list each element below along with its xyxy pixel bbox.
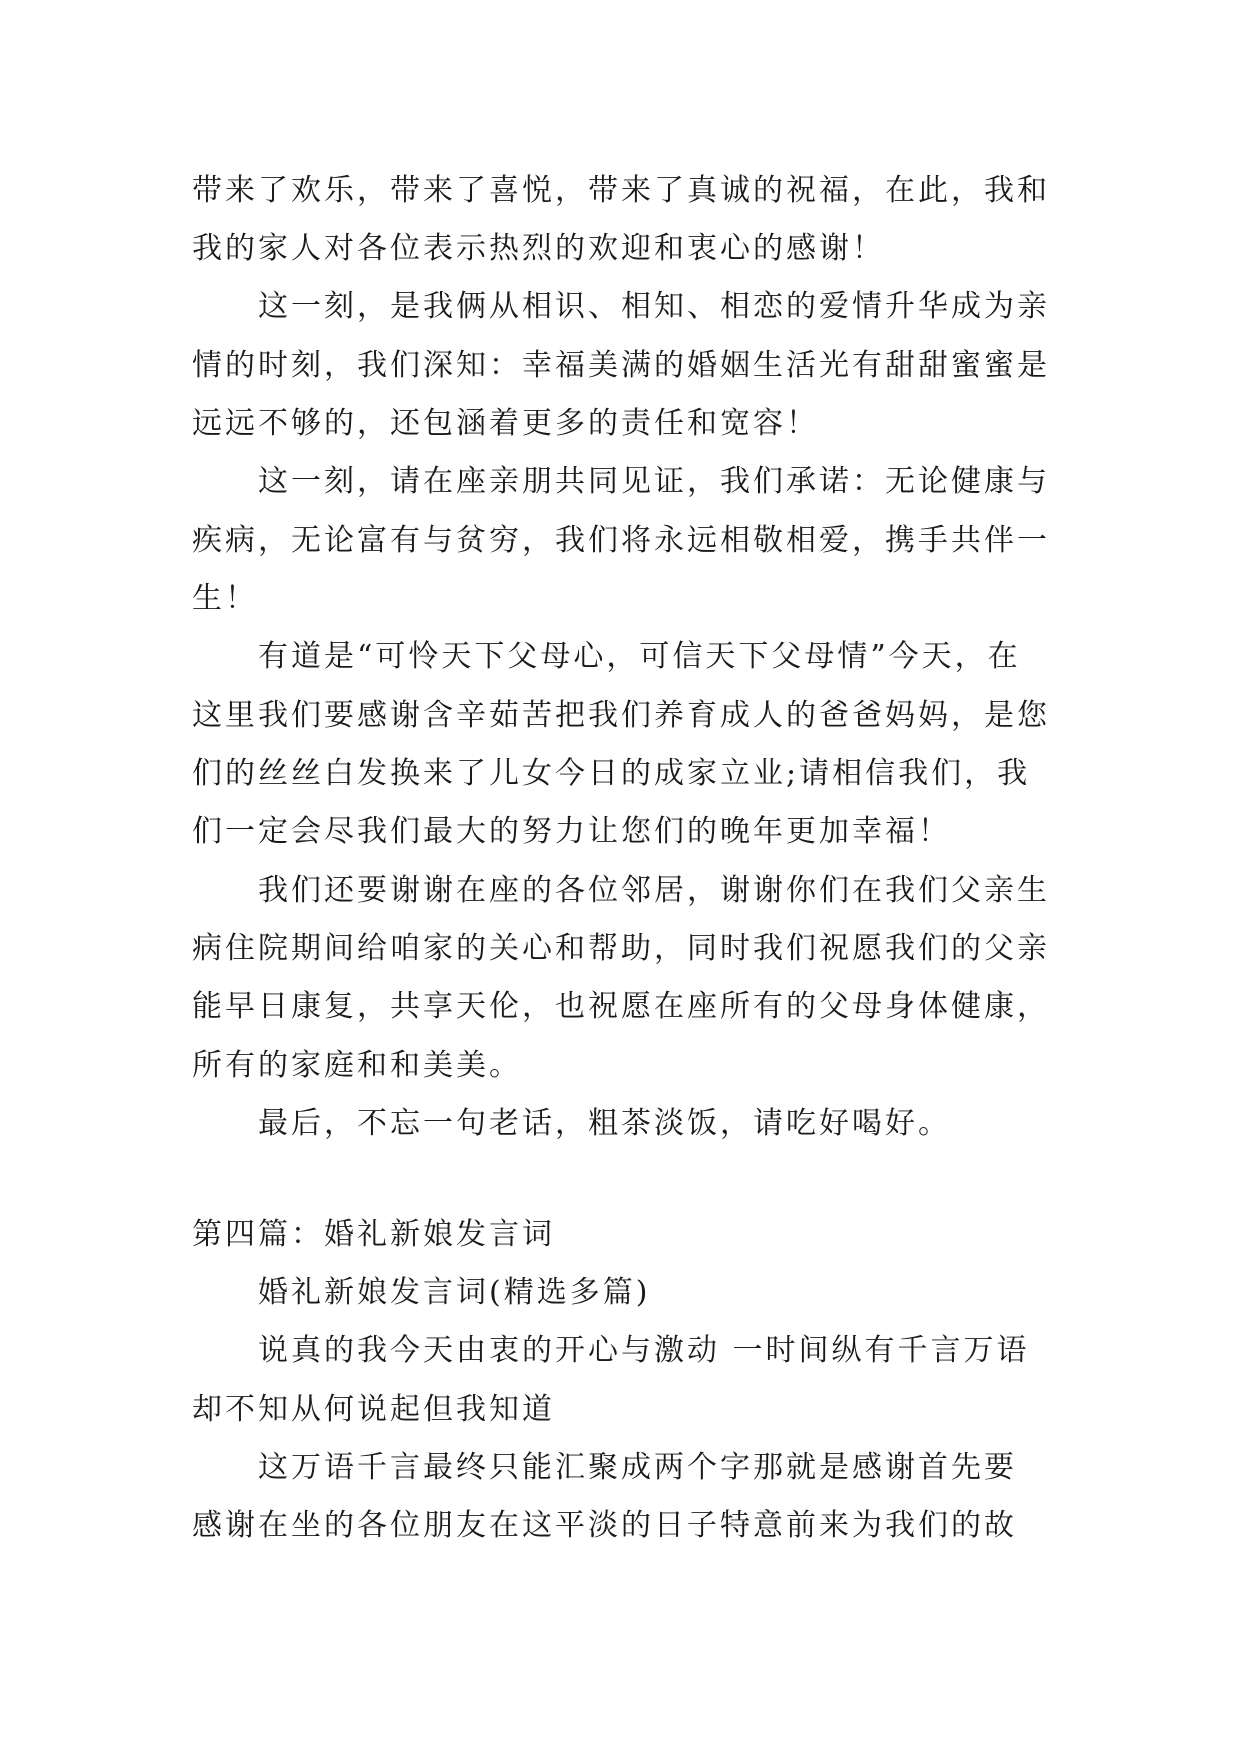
- text-line: 感谢在坐的各位朋友在这平淡的日子特意前来为我们的故: [192, 1508, 1017, 1543]
- text-line: 带来了欢乐，带来了喜悦，带来了真诚的祝福，在此，我和: [192, 173, 1050, 208]
- text-line: 们一定会尽我们最大的努力让您们的晚年更加幸福！: [192, 814, 951, 849]
- text-line: 我的家人对各位表示热烈的欢迎和衷心的感谢！: [192, 231, 885, 266]
- paragraph-start-line: 最后，不忘一句老话，粗茶淡饭，请吃好喝好。: [258, 1106, 951, 1141]
- paragraph-start-line: 这一刻，是我俩从相识、相知、相恋的爱情升华成为亲: [258, 289, 1050, 324]
- text-line: 们的丝丝白发换来了儿女今日的成家立业;请相信我们，我: [192, 756, 1031, 791]
- text-line: 疾病，无论富有与贫穷，我们将永远相敬相爱，携手共伴一: [192, 523, 1050, 558]
- text-line: 病住院期间给咱家的关心和帮助，同时我们祝愿我们的父亲: [192, 931, 1050, 966]
- paragraph-start-line: 我们还要谢谢在座的各位邻居，谢谢你们在我们父亲生: [258, 873, 1050, 908]
- text-line: 这里我们要感谢含辛茹苦把我们养育成人的爸爸妈妈，是您: [192, 698, 1050, 733]
- paragraph-start-line: 说真的我今天由衷的开心与激动 一时间纵有千言万语: [258, 1333, 1030, 1368]
- paragraph-start-line: 这一刻，请在座亲朋共同见证，我们承诺：无论健康与: [258, 464, 1050, 499]
- text-line: 情的时刻，我们深知：幸福美满的婚姻生活光有甜甜蜜蜜是: [192, 348, 1050, 383]
- text-line: 生！: [192, 581, 258, 616]
- text-line: 所有的家庭和和美美。: [192, 1048, 522, 1083]
- section-heading: 第四篇：婚礼新娘发言词: [192, 1217, 555, 1252]
- text-line: 却不知从何说起但我知道: [192, 1392, 555, 1427]
- text-line: 能早日康复，共享天伦，也祝愿在座所有的父母身体健康，: [192, 989, 1050, 1024]
- paragraph-start-line: 有道是“可怜天下父母心，可信天下父母情”今天，在: [258, 639, 1021, 674]
- paragraph-start-line: 这万语千言最终只能汇聚成两个字那就是感谢首先要: [258, 1450, 1017, 1485]
- text-line: 远远不够的，还包涵着更多的责任和宽容！: [192, 406, 819, 441]
- section-subtitle: 婚礼新娘发言词(精选多篇): [258, 1275, 651, 1310]
